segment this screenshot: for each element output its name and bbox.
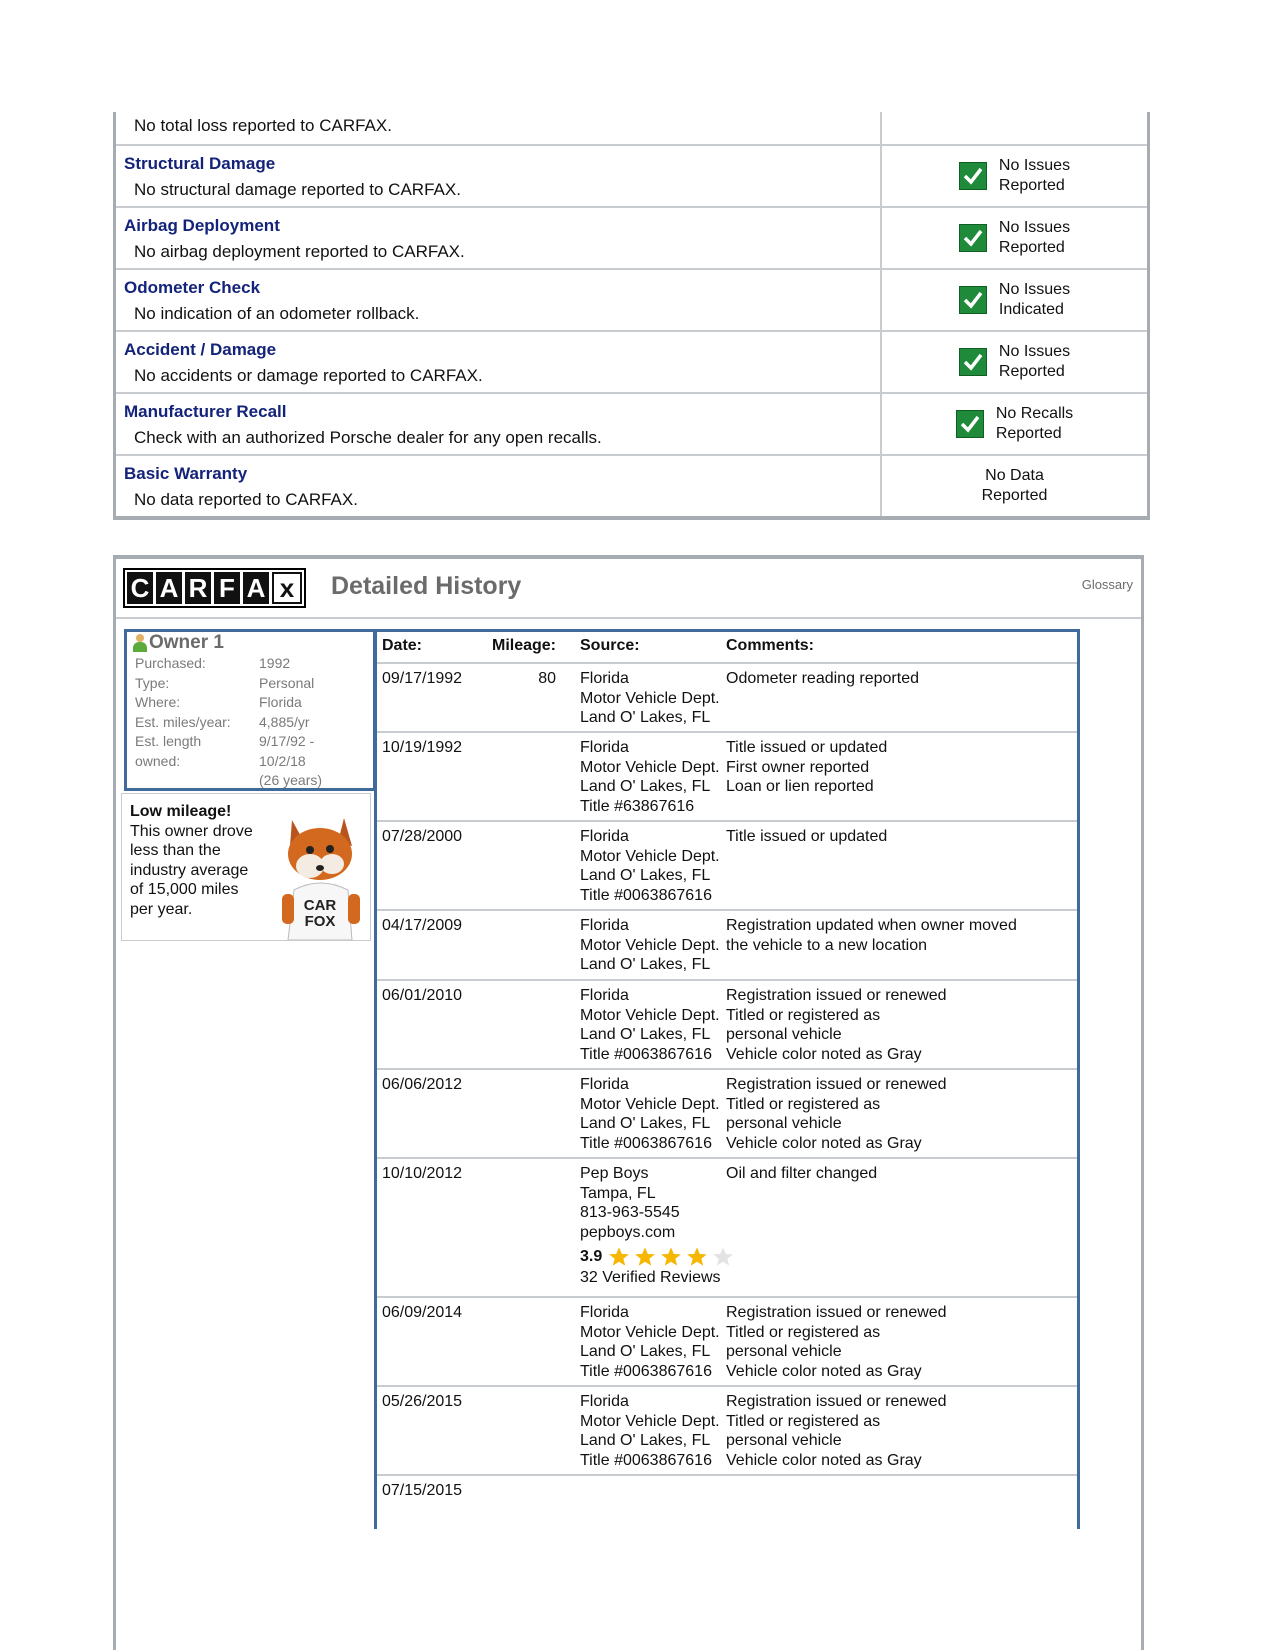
record-comments: Registration issued or renewed Titled or registered as personal vehicle Vehicle color noted as Gray <box>726 1076 947 1152</box>
record-date: 09/17/1992 <box>382 670 463 687</box>
record-mileage <box>480 1164 556 1296</box>
summary-desc: Check with an authorized Porsche dealer for any open recalls. <box>134 428 602 447</box>
star-icon <box>608 1246 630 1268</box>
table-header <box>377 632 1077 664</box>
record-source: Florida Motor Vehicle Dept. Land O' Lakes, FL Title #0063867616 <box>580 987 720 1063</box>
record-comments: Registration issued or renewed Titled or registered as personal vehicle Vehicle color noted as Gray <box>726 1393 947 1469</box>
carfox-mascot-icon <box>272 812 370 940</box>
section-title: Detailed History <box>331 572 522 600</box>
owner-details: Purchased: 1992 Type: Personal Where: Florida Est. miles/year: 4,885/yr Est. length 9/17/92 - owned: 10/2/18 (26 years) <box>135 655 323 788</box>
column-header-mileage: Mileage: <box>491 637 556 654</box>
owner-summary <box>124 629 376 791</box>
record-comments: Registration issued or renewed Titled or registered as personal vehicle Vehicle color noted as Gray <box>726 1304 947 1380</box>
status-text: No Data Reported <box>981 467 1048 504</box>
record-mileage <box>480 738 556 820</box>
table-row <box>377 822 1077 911</box>
checkmark-icon <box>956 410 984 438</box>
pepboys-link[interactable]: pepboys.com <box>580 1223 676 1241</box>
table-row <box>377 1476 1077 1516</box>
checkmark-icon <box>959 286 987 314</box>
summary-title[interactable]: Structural Damage <box>124 154 276 173</box>
status-text: No Issues Reported <box>998 157 1071 194</box>
record-date: 06/06/2012 <box>382 1076 463 1093</box>
table-row <box>377 1387 1077 1476</box>
summary-row-manufacturer-recall <box>116 392 1147 454</box>
note-title: Low mileage! <box>130 803 232 820</box>
star-rating <box>580 1246 726 1268</box>
summary-desc: No data reported to CARFAX. <box>134 490 358 509</box>
rating-stars <box>608 1246 738 1268</box>
record-date: 10/19/1992 <box>382 739 463 756</box>
record-mileage <box>480 986 556 1068</box>
summary-desc: No structural damage reported to CARFAX. <box>134 180 461 199</box>
owner-title: Owner 1 <box>149 632 224 653</box>
record-date: 10/10/2012 <box>382 1165 463 1182</box>
history-header <box>116 559 1141 619</box>
low-mileage-note <box>121 793 371 941</box>
fox-shirt-text: FOX <box>304 913 336 930</box>
record-date: 07/15/2015 <box>382 1482 463 1499</box>
status-text: No Issues Reported <box>998 343 1071 380</box>
table-row <box>377 981 1077 1070</box>
record-date: 06/01/2010 <box>382 987 463 1004</box>
summary-row-airbag-deployment <box>116 206 1147 268</box>
column-header-source: Source: <box>580 637 640 654</box>
summary-title[interactable]: Airbag Deployment <box>124 216 280 235</box>
summary-title[interactable]: Basic Warranty <box>124 464 248 483</box>
record-comments: Oil and filter changed <box>726 1165 878 1182</box>
record-source: Florida Motor Vehicle Dept. Land O' Lakes, FL <box>580 670 720 726</box>
record-source: Florida Motor Vehicle Dept. Land O' Lakes, FL Title #0063867616 <box>580 828 720 904</box>
detailed-history-panel <box>113 555 1144 1650</box>
summary-desc: No accidents or damage reported to CARFAX. <box>134 366 483 385</box>
status-text: No Recalls Reported <box>995 405 1074 442</box>
glossary-link[interactable]: Glossary <box>1081 577 1133 592</box>
note-text: This owner drove less than the industry average of 15,000 miles per year. <box>130 822 253 918</box>
record-comments: Registration issued or renewed Titled or registered as personal vehicle Vehicle color noted as Gray <box>726 987 947 1063</box>
rating-value: 3.9 <box>580 1248 603 1266</box>
table-row <box>377 911 1077 981</box>
status-text: No Issues Reported <box>998 219 1071 256</box>
summary-title[interactable]: Odometer Check <box>124 278 261 297</box>
table-row <box>377 1298 1077 1387</box>
star-icon <box>634 1246 656 1268</box>
summary-row-total-loss <box>116 112 1147 144</box>
table-row <box>377 1070 1077 1159</box>
record-source: Florida Motor Vehicle Dept. Land O' Lakes, FL <box>580 917 720 973</box>
record-source: Florida Motor Vehicle Dept. Land O' Lakes, FL Title #0063867616 <box>580 1076 720 1152</box>
summary-desc: No total loss reported to CARFAX. <box>134 116 392 135</box>
history-summary-table <box>113 112 1150 520</box>
table-row <box>377 1159 1077 1298</box>
record-source: Florida Motor Vehicle Dept. Land O' Lakes, FL Title #63867616 <box>580 739 720 815</box>
summary-title[interactable]: Manufacturer Recall <box>124 402 287 421</box>
fox-shirt-text: CAR <box>303 897 337 914</box>
star-icon <box>686 1246 708 1268</box>
record-mileage <box>480 1303 556 1385</box>
column-header-date: Date: <box>382 637 423 654</box>
record-source: Florida Motor Vehicle Dept. Land O' Lakes, FL Title #0063867616 <box>580 1393 720 1469</box>
record-source: Florida Motor Vehicle Dept. Land O' Lakes, FL Title #0063867616 <box>580 1304 720 1380</box>
summary-title[interactable]: Accident / Damage <box>124 340 277 359</box>
record-source: Pep Boys Tampa, FL 813-963-5545 pepboys.com 3.9 32 Verified Reviews <box>556 1164 726 1296</box>
record-mileage <box>480 1392 556 1474</box>
record-mileage <box>480 1075 556 1157</box>
summary-desc: No indication of an odometer rollback. <box>134 304 420 323</box>
summary-desc: No airbag deployment reported to CARFAX. <box>134 242 465 261</box>
star-icon <box>660 1246 682 1268</box>
record-date: 07/28/2000 <box>382 828 463 845</box>
carfax-logo: C A R F A x <box>123 568 306 608</box>
table-row <box>377 664 1077 733</box>
table-row <box>377 733 1077 822</box>
summary-row-structural-damage <box>116 144 1147 206</box>
column-header-comments: Comments: <box>726 637 815 654</box>
record-date: 05/26/2015 <box>382 1393 463 1410</box>
summary-row-odometer-check <box>116 268 1147 330</box>
summary-row-accident-damage <box>116 330 1147 392</box>
person-icon <box>133 634 147 652</box>
record-mileage: 80 <box>538 670 556 687</box>
record-comments: Registration updated when owner moved the vehicle to a new location <box>726 917 1017 954</box>
record-mileage <box>480 916 556 979</box>
record-comments: Odometer reading reported <box>726 670 919 687</box>
checkmark-icon <box>959 348 987 376</box>
reviews-link[interactable]: 32 Verified Reviews <box>580 1269 721 1286</box>
status-text: No Issues Indicated <box>998 281 1071 318</box>
record-date: 04/17/2009 <box>382 917 463 934</box>
summary-row-basic-warranty <box>116 454 1147 516</box>
history-records-table <box>374 629 1080 1529</box>
record-mileage <box>480 827 556 909</box>
record-date: 06/09/2014 <box>382 1304 463 1321</box>
checkmark-icon <box>959 224 987 252</box>
checkmark-icon <box>959 162 987 190</box>
record-comments: Title issued or updated <box>726 828 888 845</box>
record-comments: Title issued or updated First owner reported Loan or lien reported <box>726 739 888 795</box>
